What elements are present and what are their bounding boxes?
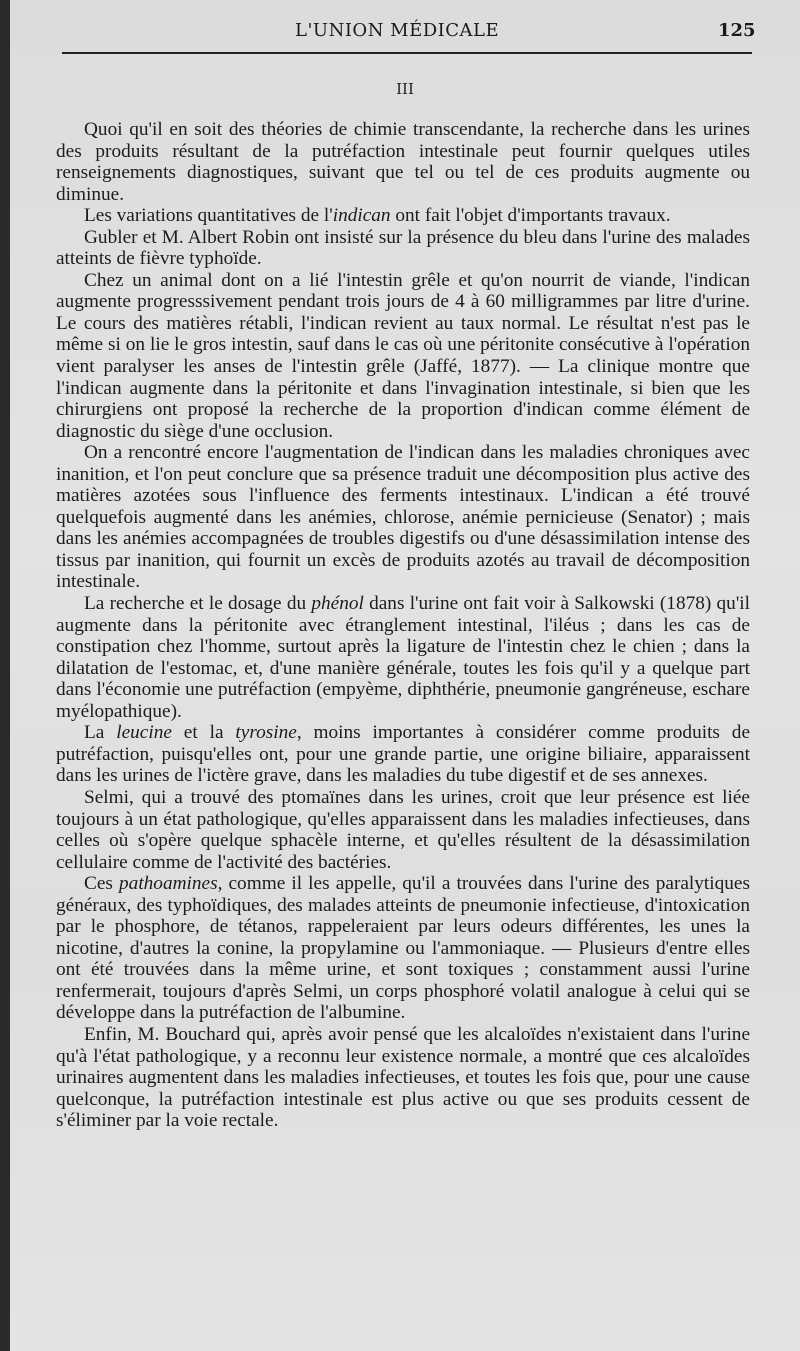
term-indican: indican xyxy=(332,205,391,227)
running-header xyxy=(10,20,800,50)
paragraph: La leucine et la tyrosine, moins importantes à considérer comme produits de putréfaction, puisqu'elles ont, pour une grande partie, une origine biliaire, apparaissent dans les urines de l'ictère grave, dans les maladies du tube digestif et de ses annexes. xyxy=(56,722,751,787)
header-rule xyxy=(62,52,752,54)
article-body xyxy=(56,119,750,1132)
document-page xyxy=(10,0,800,1351)
paragraph: Selmi, qui a trouvé des ptomaïnes dans les urines, croit que leur présence est liée toujours à un état pathologique, qu'elles apparaissent dans les maladies infectieuses, dans celles où s'opère quelque sphacèle interne, et qu'elles résultent de la désassimilation cellulaire comme de l'activité des bactéries. xyxy=(56,786,750,873)
paragraph: Enfin, M. Bouchard qui, après avoir pensé que les alcaloïdes n'existaient dans l'urine qu'à l'état pathologique, y a reconnu leur existence normale, a montré que ces alcaloïdes urinaires augmentent dans les maladies infectieuses, et toutes les fois que, pour une cause quelconque, la putréfaction intestinale est plus active ou que ses produits cessent de s'éliminer par la voie rectale. xyxy=(56,1023,750,1132)
section-number: III xyxy=(396,80,414,98)
term-tyrosine: tyrosine xyxy=(235,722,297,744)
header-rule-short xyxy=(716,52,746,54)
paragraph: La recherche et le dosage du phénol dans l'urine ont fait voir à Salkowski (1878) qu'il augmente dans la péritonite avec étranglement intestinal, l'iléus ; dans les cas de constipation chez l'homme, surtout après la ligature de l'intestin chez le chien ; dans la dilatation de l'estomac, et, d'une manière générale, toutes les fois qu'il y a quelque part dans l'économie une putréfaction (empyème, diphthérie, pneumonie gangréneuse, eschare myélopathique). xyxy=(56,593,751,722)
journal-title: L'UNION MÉDICALE xyxy=(295,20,500,41)
paragraph: Chez un animal dont on a lié l'intestin grêle et qu'on nourrit de viande, l'indican augmente progresssivement pendant trois jours de 4 à 60 milligrammes par litre d'urine. Le cours des matières rétabli, l'indican revient au taux normal. Le résultat n'est pas le même si on lie le gros intestin, sauf dans le cas où une péritonite consécutive à l'opération vient paralyser les anses de l'intestin grêle (Jaffé, 1877). — La clinique montre que l'indican augmente dans la péritonite et dans l'invagination intestinale, si bien que les chirurgiens ont proposé la recherche de la proportion d'indican comme élément de diagnostic du siège d'une occlusion. xyxy=(56,269,750,442)
page-number: 125 xyxy=(718,20,756,41)
paragraph: Les variations quantitatives de l'indican ont fait l'objet d'importants travaux. xyxy=(84,205,671,227)
term-phenol: phénol xyxy=(311,593,364,615)
paragraph: Quoi qu'il en soit des théories de chimie transcendante, la recherche dans les urines des produits résultant de la putréfaction intestinale peut fournir quelques utiles renseignements diagnostiques, suivant que tel ou tel de ces produits augmente ou diminue. xyxy=(56,119,750,205)
paragraph: Gubler et M. Albert Robin ont insisté sur la présence du bleu dans l'urine des malades atteints de fièvre typhoïde. xyxy=(56,226,750,270)
paragraph: Ces pathoamines, comme il les appelle, qu'il a trouvées dans l'urine des paralytiques généraux, des typhoïdiques, des malades atteints de pneumonie infectieuse, d'intoxication par le phosphore, de tétanos, rappeleraient par leurs odeurs différentes, les unes la nicotine, d'autres la conine, la propylamine ou l'ammoniaque. — Plusieurs d'entre elles ont été trouvées dans la même urine, et sont toxiques ; constamment aussi l'urine renfermerait, toujours d'après Selmi, un corps phosphoré volatil analogue à celui qui se développe dans la putréfaction de l'albumine. xyxy=(56,873,750,1024)
term-leucine: leucine xyxy=(116,722,172,744)
term-pathoamines: pathoamines xyxy=(119,873,218,895)
paragraph: On a rencontré encore l'augmentation de l'indican dans les maladies chroniques avec inanition, et l'on peut conclure que sa présence traduit une décomposition plus active des matières azotées sous l'influence des ferments intestinaux. L'indican a été trouvé quelquefois augmenté dans les anémies, chlorose, anémie pernicieuse (Senator) ; mais dans les anémies accompagnées de troubles digestifs ou d'une désassimilation intense des tissus par inanition, qui fournit un excès de produits azotés au travail de décomposition intestinale. xyxy=(56,442,750,593)
